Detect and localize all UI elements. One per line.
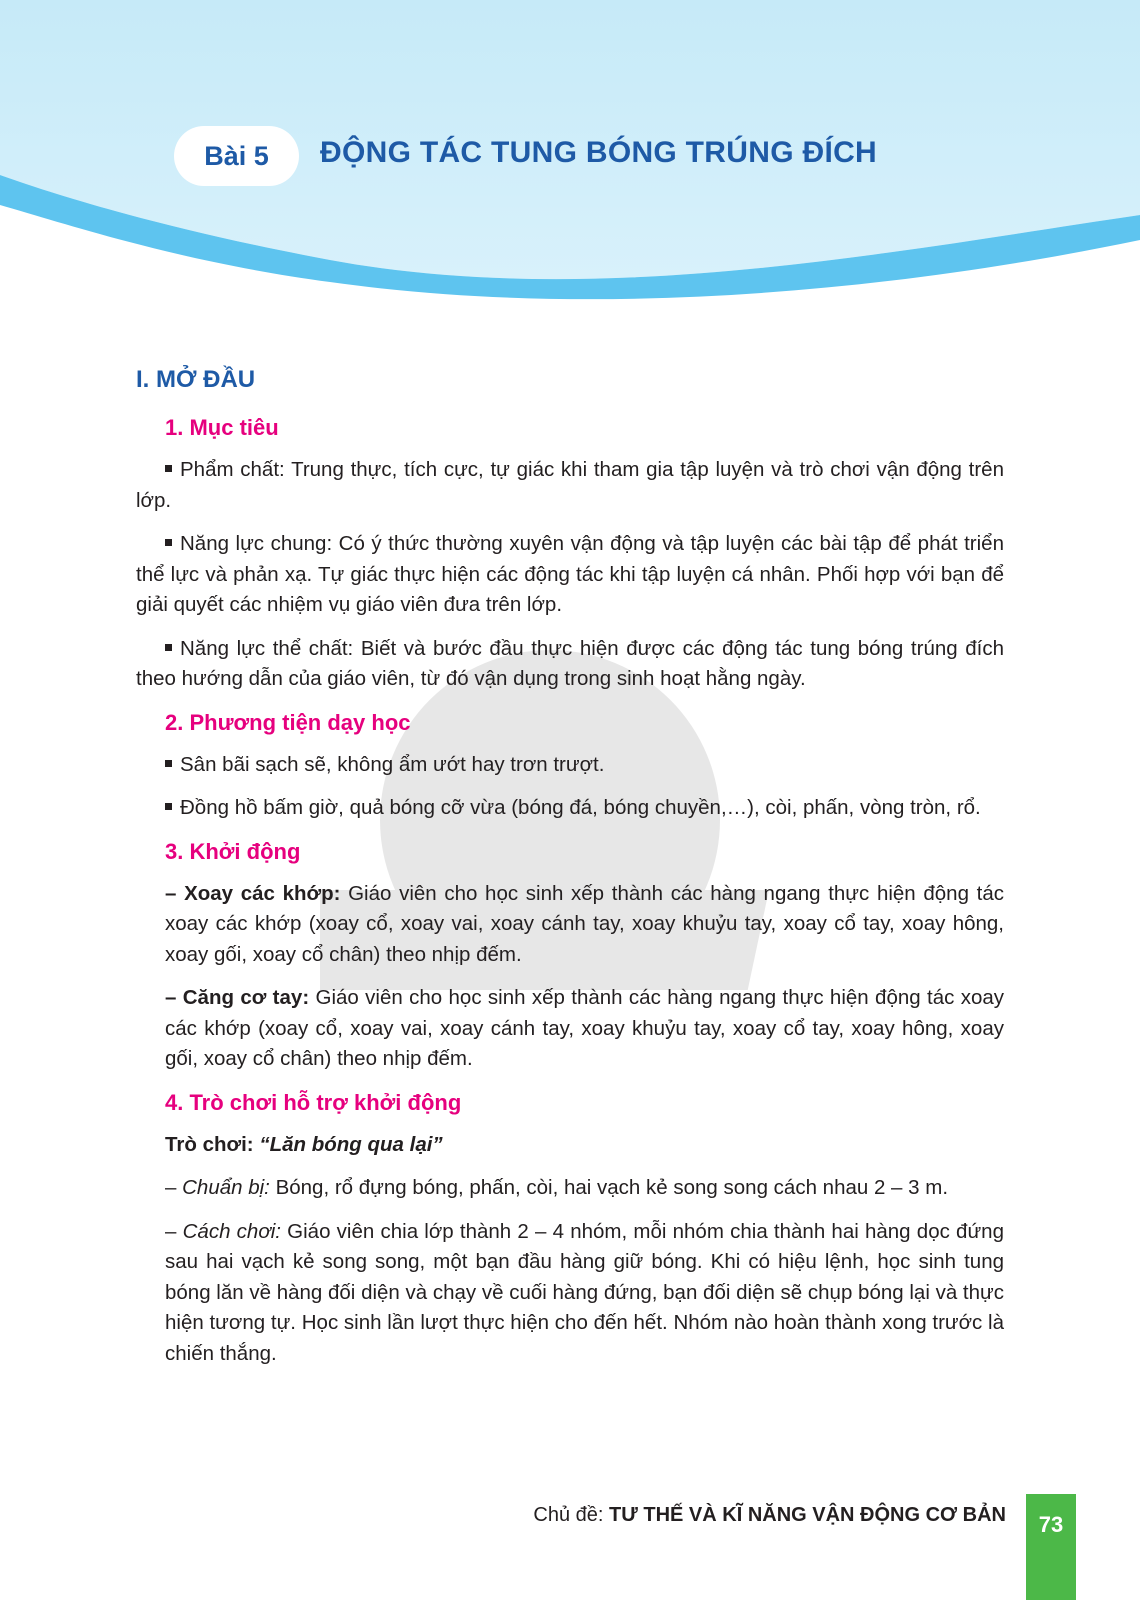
lesson-content — [136, 365, 1004, 1382]
warmup-item: – Căng cơ tay: Giáo viên cho học sinh xếp thành các hàng ngang thực hiện động tác xoay các khớp (xoay cổ, xoay vai, xoay cánh tay, xoay khuỷu tay, xoay cổ tay, xoay hông, xoay gối, xoay cổ chân) theo nhịp đếm. — [165, 986, 1004, 1070]
lesson-number-badge: Bài 5 — [174, 126, 299, 186]
page-number: 73 — [1026, 1494, 1076, 1600]
bullet-square-icon — [165, 644, 172, 651]
list-item: Sân bãi sạch sẽ, không ẩm ướt hay trơn trượt. — [136, 750, 1004, 781]
bullet-square-icon — [165, 539, 172, 546]
list-item: Năng lực chung: Có ý thức thường xuyên vận động và tập luyện các bài tập để phát triển thể lực và phản xạ. Tự giác thực hiện các động tác khi tập luyện cá nhân. Phối hợp với bạn để giải quyết các nhiệm vụ giáo viên đưa trên lớp. — [136, 532, 1004, 616]
list-item: Năng lực thể chất: Biết và bước đầu thực hiện được các động tác tung bóng trúng đích theo hướng dẫn của giáo viên, từ đó vận dụng trong sinh hoạt hằng ngày. — [136, 636, 1004, 690]
game-name: Trò chơi: “Lăn bóng qua lại” — [165, 1132, 443, 1156]
lesson-title: ĐỘNG TÁC TUNG BÓNG TRÚNG ĐÍCH — [320, 136, 878, 169]
game-preparation: – Chuẩn bị: Bóng, rổ đựng bóng, phấn, còi, hai vạch kẻ song song cách nhau 2 – 3 m. — [165, 1176, 949, 1199]
list-item: Phẩm chất: Trung thực, tích cực, tự giác khi tham gia tập luyện và trò chơi vận động trên lớp. — [136, 458, 1004, 512]
bullet-square-icon — [165, 803, 172, 810]
list-item: Đồng hồ bấm giờ, quả bóng cỡ vừa (bóng đá, bóng chuyền,…), còi, phấn, vòng tròn, rổ. — [136, 793, 1004, 824]
subsection-heading-warmup: 3. Khởi động — [165, 838, 301, 864]
bullet-square-icon — [165, 760, 172, 767]
warmup-item: – Xoay các khớp: Giáo viên cho học sinh xếp thành các hàng ngang thực hiện động tác xoay các khớp (xoay cổ, xoay vai, xoay cánh tay, xoay khuỷu tay, xoay cổ tay, xoay hông, xoay gối, xoay cổ chân) theo nhịp đếm. — [165, 881, 1004, 966]
bullet-square-icon — [165, 465, 172, 472]
game-rules: – Cách chơi: Giáo viên chia lớp thành 2 – 4 nhóm, mỗi nhóm chia thành hai hàng dọc đứng sau hai vạch kẻ song song, một bạn đầu hàng giữ bóng. Khi có hiệu lệnh, học sinh tung bóng lăn về hàng đối diện và chạy về cuối hàng đứng, bạn đối diện sẽ chụp bóng lại và thực hiện tương tự. Học sinh lần lượt thực hiện cho đến hết. Nhóm nào hoàn thành xong trước là chiến thắng. — [165, 1219, 1004, 1365]
subsection-heading-game: 4. Trò chơi hỗ trợ khởi động — [165, 1089, 462, 1115]
subsection-heading-materials: 2. Phương tiện dạy học — [165, 709, 411, 735]
section-heading: I. MỞ ĐẦU — [136, 366, 256, 393]
subsection-heading-objectives: 1. Mục tiêu — [165, 415, 279, 440]
footer-topic: Chủ đề: TƯ THẾ VÀ KĨ NĂNG VẬN ĐỘNG CƠ BẢN — [533, 1504, 1006, 1526]
